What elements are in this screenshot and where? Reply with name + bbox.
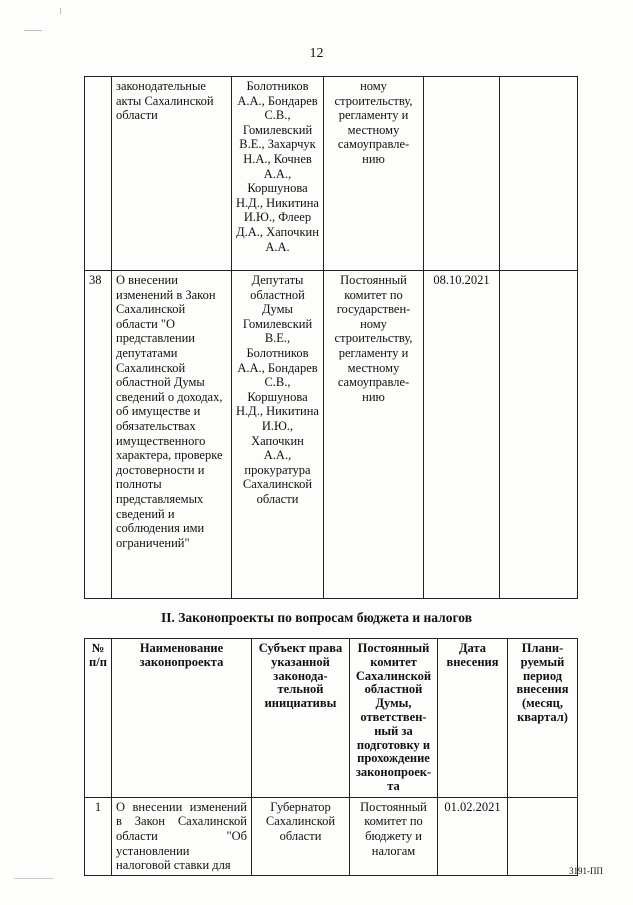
header-committee: Постоянный комитет Сахалинской областной Думы, ответствен-ный за подготовку и прохождение законопроек-та <box>350 639 438 798</box>
bills-table-continued <box>84 76 578 599</box>
header-subject: Субъект права указанной законода-тельной инициативы <box>252 639 350 798</box>
bill-name: законодательные акты Сахалинской области <box>112 77 232 271</box>
responsible-committee: Постоянный комитет по государствен-ному строительству, регламенту и местному самоуправле-нию <box>324 271 424 599</box>
submission-date: 08.10.2021 <box>424 271 500 599</box>
submission-date: 01.02.2021 <box>438 797 508 875</box>
row-number <box>85 77 112 271</box>
table-header-row <box>85 639 578 798</box>
submission-date <box>424 77 500 271</box>
budget-bills-table <box>84 638 578 876</box>
responsible-committee: Постоянный комитет по бюджету и налогам <box>350 797 438 875</box>
scan-mark <box>24 30 42 31</box>
bill-name: О внесении изменений в Закон Сахалинской области "Об установлении налоговой ставки для <box>112 797 252 875</box>
table-row <box>85 797 578 875</box>
scan-mark <box>60 8 61 14</box>
header-name: Наименование законопроекта <box>112 639 252 798</box>
planned-period <box>500 271 578 599</box>
initiative-subject: Болотников А.А., Бондарев С.В., Гомилевский В.Е., Захарчук Н.А., Кочнев А.А., Коршунова Н.Д., Никитина И.Ю., Флеер Д.А., Хапочкин А.А. <box>232 77 324 271</box>
planned-period <box>508 797 578 875</box>
initiative-subject: Депутаты областной Думы Гомилевский В.Е., Болотников А.А., Бондарев С.В., Коршунова Н.Д., Никитина И.Ю., Хапочкин А.А., прокуратура Сахалинской области <box>232 271 324 599</box>
table-row <box>85 271 578 599</box>
header-num: № п/п <box>85 639 112 798</box>
page-number: 12 <box>309 46 324 61</box>
footer-code: 3191-ПП <box>569 866 603 876</box>
table-row <box>85 77 578 271</box>
initiative-subject: Губернатор Сахалинской области <box>252 797 350 875</box>
section-title: II. Законопроекты по вопросам бюджета и налогов <box>160 610 472 625</box>
planned-period <box>500 77 578 271</box>
responsible-committee: ному строительству, регламенту и местному самоуправле-нию <box>324 77 424 271</box>
scan-mark <box>14 878 54 879</box>
bill-name: О внесении изменений в Закон Сахалинской области "О представлении депутатами Сахалинской областной Думы сведений о доходах, об имуществе и обязательствах имущественного характера, проверке достоверности и полноты представляемых сведений и соблюдения ими ограничений" <box>112 271 232 599</box>
header-date: Дата внесения <box>438 639 508 798</box>
row-number: 1 <box>85 797 112 875</box>
header-period: Плани-руемый период внесения (месяц, квартал) <box>508 639 578 798</box>
row-number: 38 <box>85 271 112 599</box>
